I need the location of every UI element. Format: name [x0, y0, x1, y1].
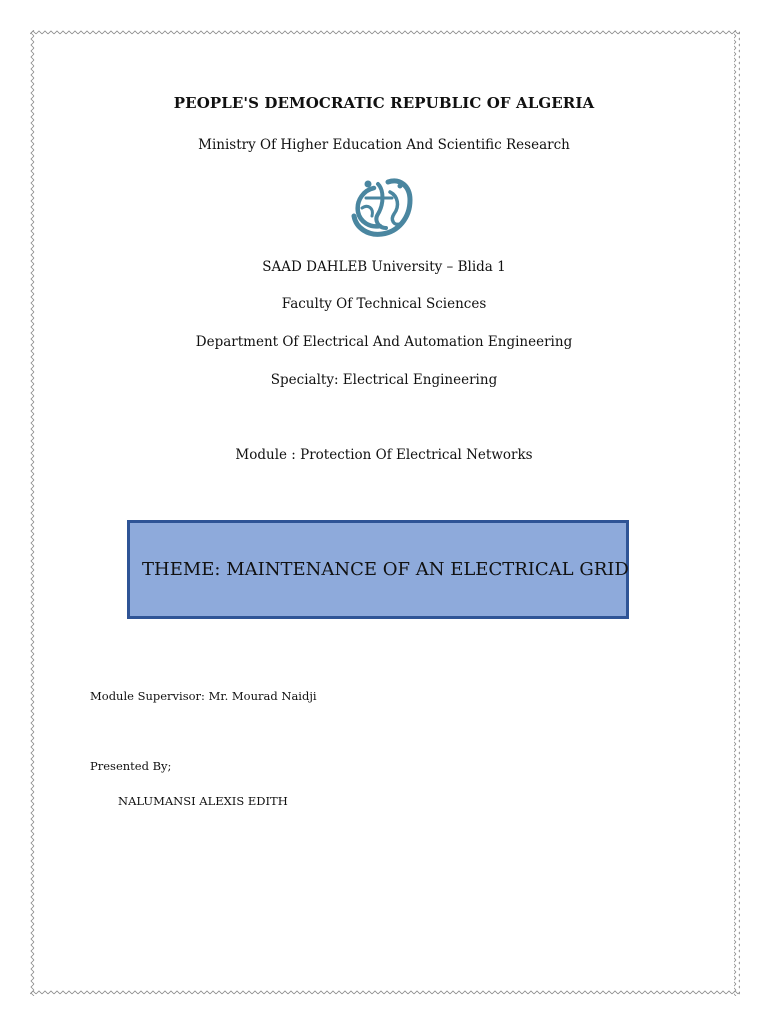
module-line: Module : Protection Of Electrical Networks: [235, 447, 533, 463]
presented-by-label: Presented By;: [90, 759, 172, 773]
specialty-line: Specialty: Electrical Engineering: [270, 372, 498, 388]
theme-title: THEME: MAINTENANCE OF AN ELECTRICAL GRID: [142, 559, 629, 580]
student-name: NALUMANSI ALEXIS EDITH: [118, 794, 288, 808]
ministry-name: Ministry Of Higher Education And Scientific Research: [198, 137, 570, 153]
module-supervisor: Module Supervisor: Mr. Mourad Naidji: [90, 689, 317, 703]
country-title: PEOPLE'S DEMOCRATIC REPUBLIC OF ALGERIA: [173, 94, 595, 112]
department-name: Department Of Electrical And Automation Engineering: [195, 334, 573, 350]
university-name: SAAD DAHLEB University – Blida 1: [262, 259, 506, 275]
faculty-name: Faculty Of Technical Sciences: [281, 296, 487, 312]
university-emblem-icon: [348, 174, 418, 240]
theme-box: [127, 520, 629, 619]
